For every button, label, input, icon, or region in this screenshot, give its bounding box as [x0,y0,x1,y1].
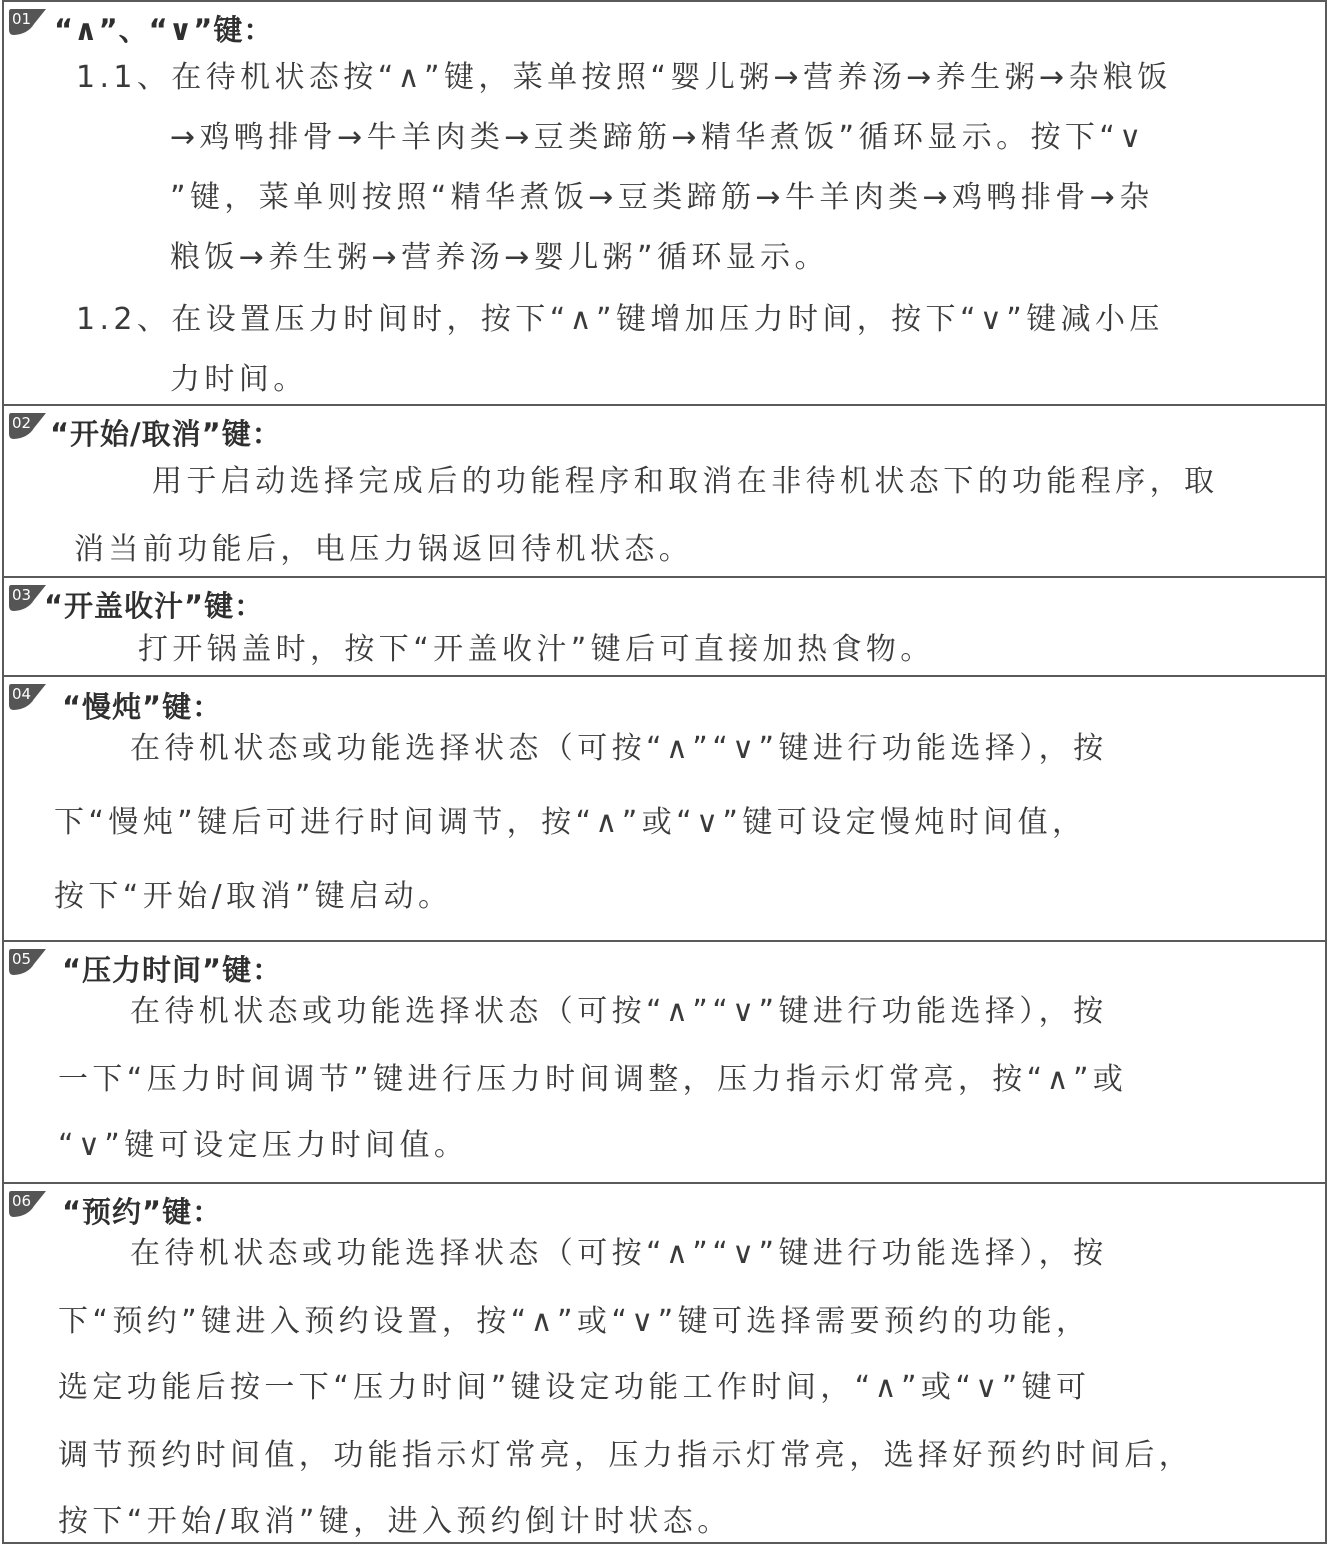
section-reservation-key [2,1182,1327,1544]
text-line: 在待机状态或功能选择状态（可按“∧”“∨”键进行功能选择），按 [130,994,1108,1029]
section-number-badge: 05 [8,948,48,974]
text-line: 粮饭→养生粥→营养汤→婴儿粥”循环显示。 [170,240,829,275]
text-line: 1.1、在待机状态按“∧”键，菜单按照“婴儿粥→营养汤→养生粥→杂粮饭 [76,60,1172,95]
section-slow-stew-key [2,675,1327,942]
text-line: 消当前功能后，电压力锅返回待机状态。 [74,532,694,567]
section-heading: “压力时间”键： [62,953,283,987]
text-line: 按下“开始/取消”键，进入预约倒计时状态。 [58,1504,732,1539]
text-line: “∨”键可设定压力时间值。 [58,1128,469,1163]
section-updown-keys [2,0,1327,406]
text-line: 选定功能后按一下“压力时间”键设定功能工作时间，“∧”或“∨”键可 [58,1370,1091,1405]
section-heading: “开始/取消”键： [50,417,282,451]
section-start-cancel-key [2,404,1327,578]
section-number-badge: 03 [8,584,48,610]
text-line: 下“慢炖”键后可进行时间调节，按“∧”或“∨”键可设定慢炖时间值， [54,805,1087,840]
text-line: 下“预约”键进入预约设置，按“∧”或“∨”键可选择需要预约的功能， [58,1304,1091,1339]
section-number-badge: 04 [8,683,48,709]
section-number-badge: 01 [8,8,48,34]
text-line: 在待机状态或功能选择状态（可按“∧”“∨”键进行功能选择），按 [130,1236,1108,1271]
section-number-badge: 02 [8,412,48,438]
section-lid-reduce-key [2,576,1327,677]
text-line: →鸡鸭排骨→牛羊肉类→豆类蹄筋→精华煮饭”循环显示。按下“∨ [170,120,1146,155]
text-line: ”键，菜单则按照“精华煮饭→豆类蹄筋→牛羊肉类→鸡鸭排骨→杂 [170,180,1154,215]
text-line: 调节预约时间值，功能指示灯常亮，压力指示灯常亮，选择好预约时间后， [58,1438,1194,1473]
text-line: 按下“开始/取消”键启动。 [54,879,453,914]
text-line: 在待机状态或功能选择状态（可按“∧”“∨”键进行功能选择），按 [130,731,1108,766]
text-line: 一下“压力时间调节”键进行压力时间调整，压力指示灯常亮，按“∧”或 [58,1062,1128,1097]
section-heading: “预约”键： [62,1195,223,1229]
section-heading: “∧”、“∨”键： [54,13,274,47]
text-line: 力时间。 [170,362,308,397]
text-line: 1.2、在设置压力时间时，按下“∧”键增加压力时间，按下“∨”键减小压 [76,302,1164,337]
section-heading: “开盖收汁”键： [44,589,265,623]
text-line: 用于启动选择完成后的功能程序和取消在非待机状态下的功能程序，取 [152,464,1219,499]
section-heading: “慢炖”键： [62,690,223,724]
section-number-badge: 06 [8,1190,48,1216]
section-pressure-time-key [2,940,1327,1184]
text-line: 打开锅盖时，按下“开盖收汁”键后可直接加热食物。 [138,632,935,667]
